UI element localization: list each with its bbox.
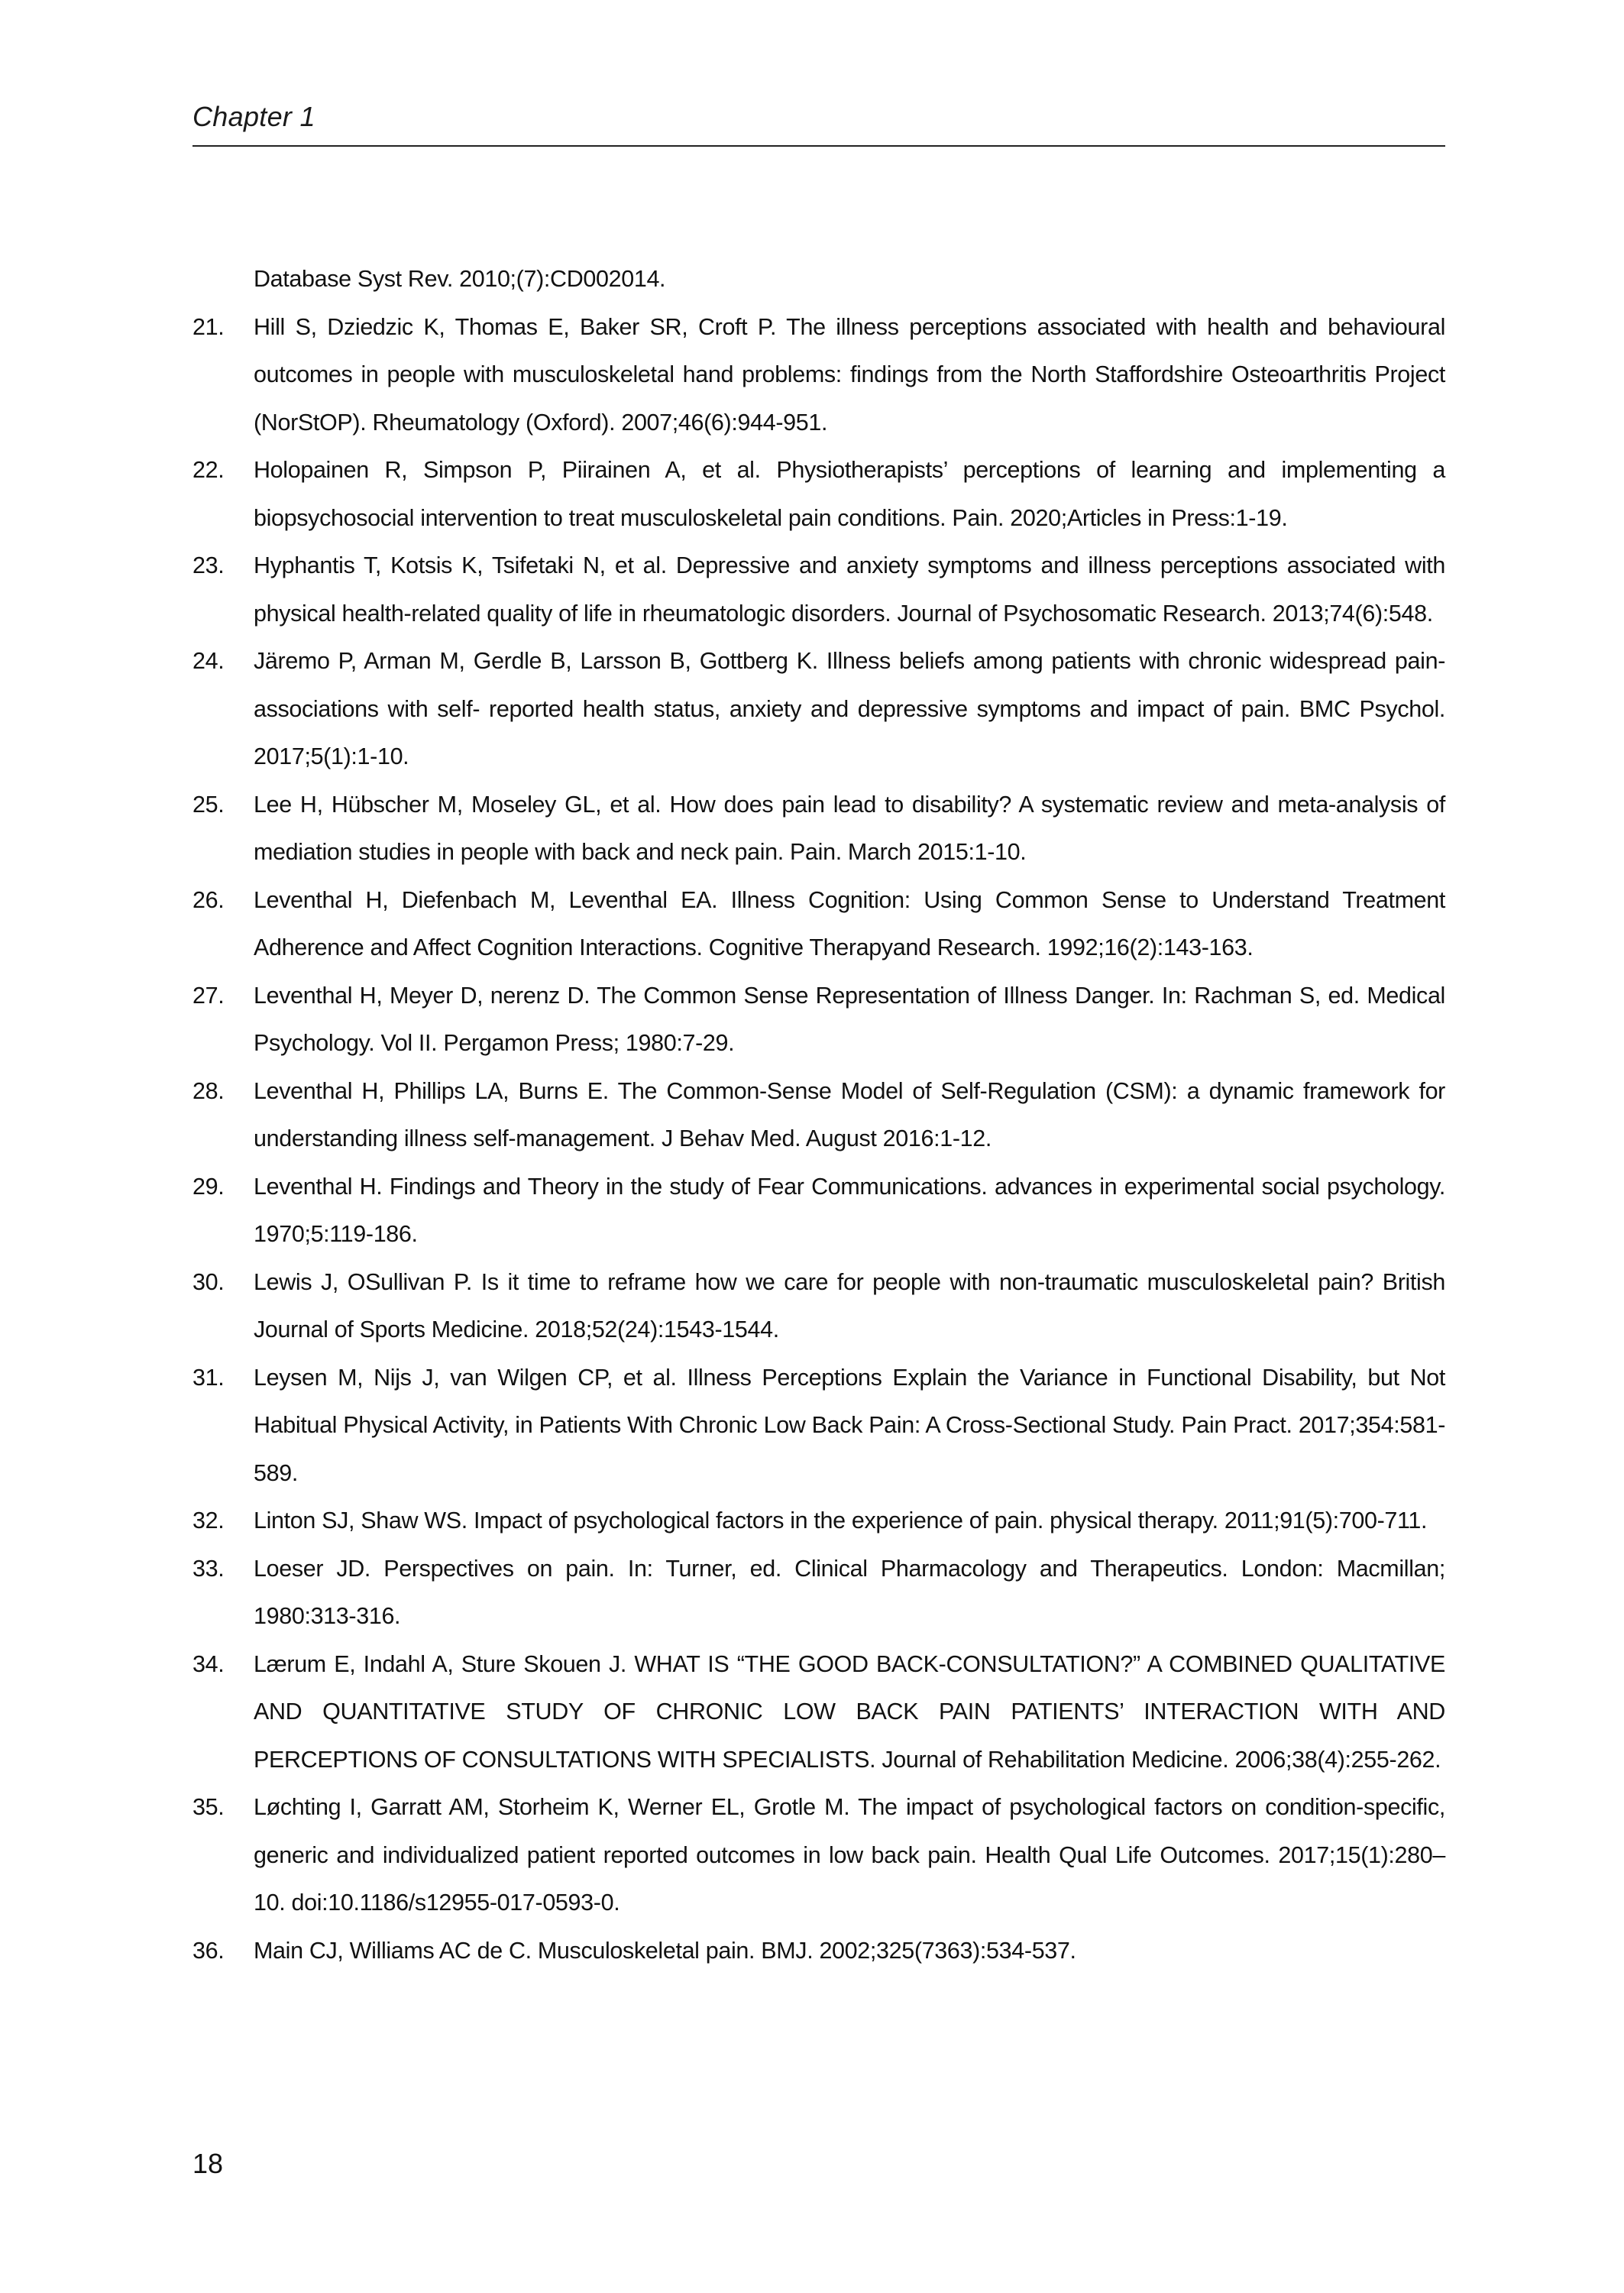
reference-item <box>192 781 1445 876</box>
running-header <box>192 99 1445 147</box>
reference-text: Linton SJ, Shaw WS. Impact of psychological factors in the experience of pain. physical therapy. 2011;91(5):700-711. <box>254 1508 1428 1534</box>
reference-text: Database Syst Rev. 2010;(7):CD002014. <box>254 266 666 292</box>
reference-item <box>192 1354 1445 1498</box>
reference-item <box>192 1163 1445 1258</box>
reference-text: Løchting I, Garratt AM, Storheim K, Werner EL, Grotle M. The impact of psychological factors on condition-specific, generic and individualized patient reported outcomes in low back pain. Health Qual Life Outcomes. 2017;15(1):280–10. doi:10.1186/s12955-017-0593-0. <box>254 1794 1445 1916</box>
reference-number: 27. <box>192 982 225 1009</box>
reference-text: Hyphantis T, Kotsis K, Tsifetaki N, et al. Depressive and anxiety symptoms and illness perceptions associated with physical health-related quality of life in rheumatologic disorders. Journal of Psychosomatic Research. 2013;74(6):548. <box>254 552 1445 627</box>
reference-text: Main CJ, Williams AC de C. Musculoskeletal pain. BMJ. 2002;325(7363):534-537. <box>254 1937 1076 1964</box>
reference-item <box>192 972 1445 1067</box>
reference-text: Hill S, Dziedzic K, Thomas E, Baker SR, Croft P. The illness perceptions associated with health and behavioural outcomes in people with musculoskeletal hand problems: findings from the North Staffordshire Osteoarthritis Project (NorStOP). Rheumatology (Oxford). 2007;46(6):944-951. <box>254 313 1445 436</box>
reference-item <box>192 876 1445 972</box>
reference-number: 32. <box>192 1508 225 1534</box>
reference-continuation <box>192 255 1445 303</box>
reference-number: 21. <box>192 313 225 340</box>
reference-text: Leventhal H. Findings and Theory in the study of Fear Communications. advances in experimental social psychology. 1970;5:119-186. <box>254 1173 1445 1247</box>
reference-item <box>192 637 1445 781</box>
reference-item <box>192 1927 1445 1975</box>
chapter-title: Chapter 1 <box>192 101 315 132</box>
reference-text: Lewis J, OSullivan P. Is it time to reframe how we care for people with non-traumatic musculoskeletal pain? British Journal of Sports Medicine. 2018;52(24):1543-1544. <box>254 1268 1445 1342</box>
reference-number: 33. <box>192 1555 225 1582</box>
reference-number: 28. <box>192 1077 225 1104</box>
reference-number: 24. <box>192 648 225 674</box>
reference-number: 34. <box>192 1650 225 1677</box>
reference-number: 30. <box>192 1268 225 1295</box>
reference-number: 29. <box>192 1173 225 1200</box>
reference-text: Lærum E, Indahl A, Sture Skouen J. WHAT IS “THE GOOD BACK-CONSULTATION?” A COMBINED QUALITATIVE AND QUANTITATIVE STUDY OF CHRONIC LOW BACK PAIN PATIENTS’ INTERACTION WITH AND PERCEPTIONS OF CONSULTATIONS WITH SPECIALISTS. Journal of Rehabilitation Medicine. 2006;38(4):255-262. <box>254 1650 1445 1773</box>
reference-text: Leventhal H, Phillips LA, Burns E. The Common-Sense Model of Self-Regulation (CSM): a dynamic framework for understanding illness self-management. J Behav Med. August 2016:1-12. <box>254 1077 1445 1151</box>
reference-item <box>192 1640 1445 1784</box>
reference-item <box>192 1545 1445 1640</box>
reference-item <box>192 446 1445 542</box>
reference-number: 36. <box>192 1937 225 1964</box>
page-number: 18 <box>192 2148 224 2179</box>
reference-number: 31. <box>192 1364 225 1391</box>
reference-item <box>192 303 1445 447</box>
reference-number: 23. <box>192 552 225 578</box>
reference-item <box>192 1497 1445 1545</box>
reference-item <box>192 1258 1445 1354</box>
reference-text: Holopainen R, Simpson P, Piirainen A, et al. Physiotherapists’ perceptions of learning and implementing a biopsychosocial intervention to treat musculoskeletal pain conditions. Pain. 2020;Articles in Press:1-19. <box>254 457 1445 531</box>
reference-number: 25. <box>192 791 225 818</box>
reference-item <box>192 542 1445 637</box>
reference-number: 26. <box>192 886 225 913</box>
reference-list <box>192 255 1445 1974</box>
reference-text: Lee H, Hübscher M, Moseley GL, et al. How does pain lead to disability? A systematic review and meta-analysis of mediation studies in people with back and neck pain. Pain. March 2015:1-10. <box>254 791 1445 865</box>
reference-text: Leventhal H, Diefenbach M, Leventhal EA. Illness Cognition: Using Common Sense to Understand Treatment Adherence and Affect Cognition Interactions. Cognitive Therapyand Research. 1992;16(2):143-163. <box>254 886 1445 960</box>
reference-item <box>192 1067 1445 1163</box>
reference-text: Järemo P, Arman M, Gerdle B, Larsson B, Gottberg K. Illness beliefs among patients with chronic widespread pain- associations with self- reported health status, anxiety and depressive symptoms and impact of pain. BMC Psychol. 2017;5(1):1-10. <box>254 648 1445 769</box>
reference-number: 35. <box>192 1794 225 1820</box>
reference-number: 22. <box>192 457 225 483</box>
reference-text: Leventhal H, Meyer D, nerenz D. The Common Sense Representation of Illness Danger. In: Rachman S, ed. Medical Psychology. Vol II. Pergamon Press; 1980:7-29. <box>254 982 1445 1056</box>
reference-text: Leysen M, Nijs J, van Wilgen CP, et al. Illness Perceptions Explain the Variance in Functional Disability, but Not Habitual Physical Activity, in Patients With Chronic Low Back Pain: A Cross-Sectional Study. Pain Pract. 2017;354:581-589. <box>254 1364 1445 1486</box>
reference-text: Loeser JD. Perspectives on pain. In: Turner, ed. Clinical Pharmacology and Therapeutics. London: Macmillan; 1980:313-316. <box>254 1555 1445 1629</box>
reference-item <box>192 1783 1445 1927</box>
